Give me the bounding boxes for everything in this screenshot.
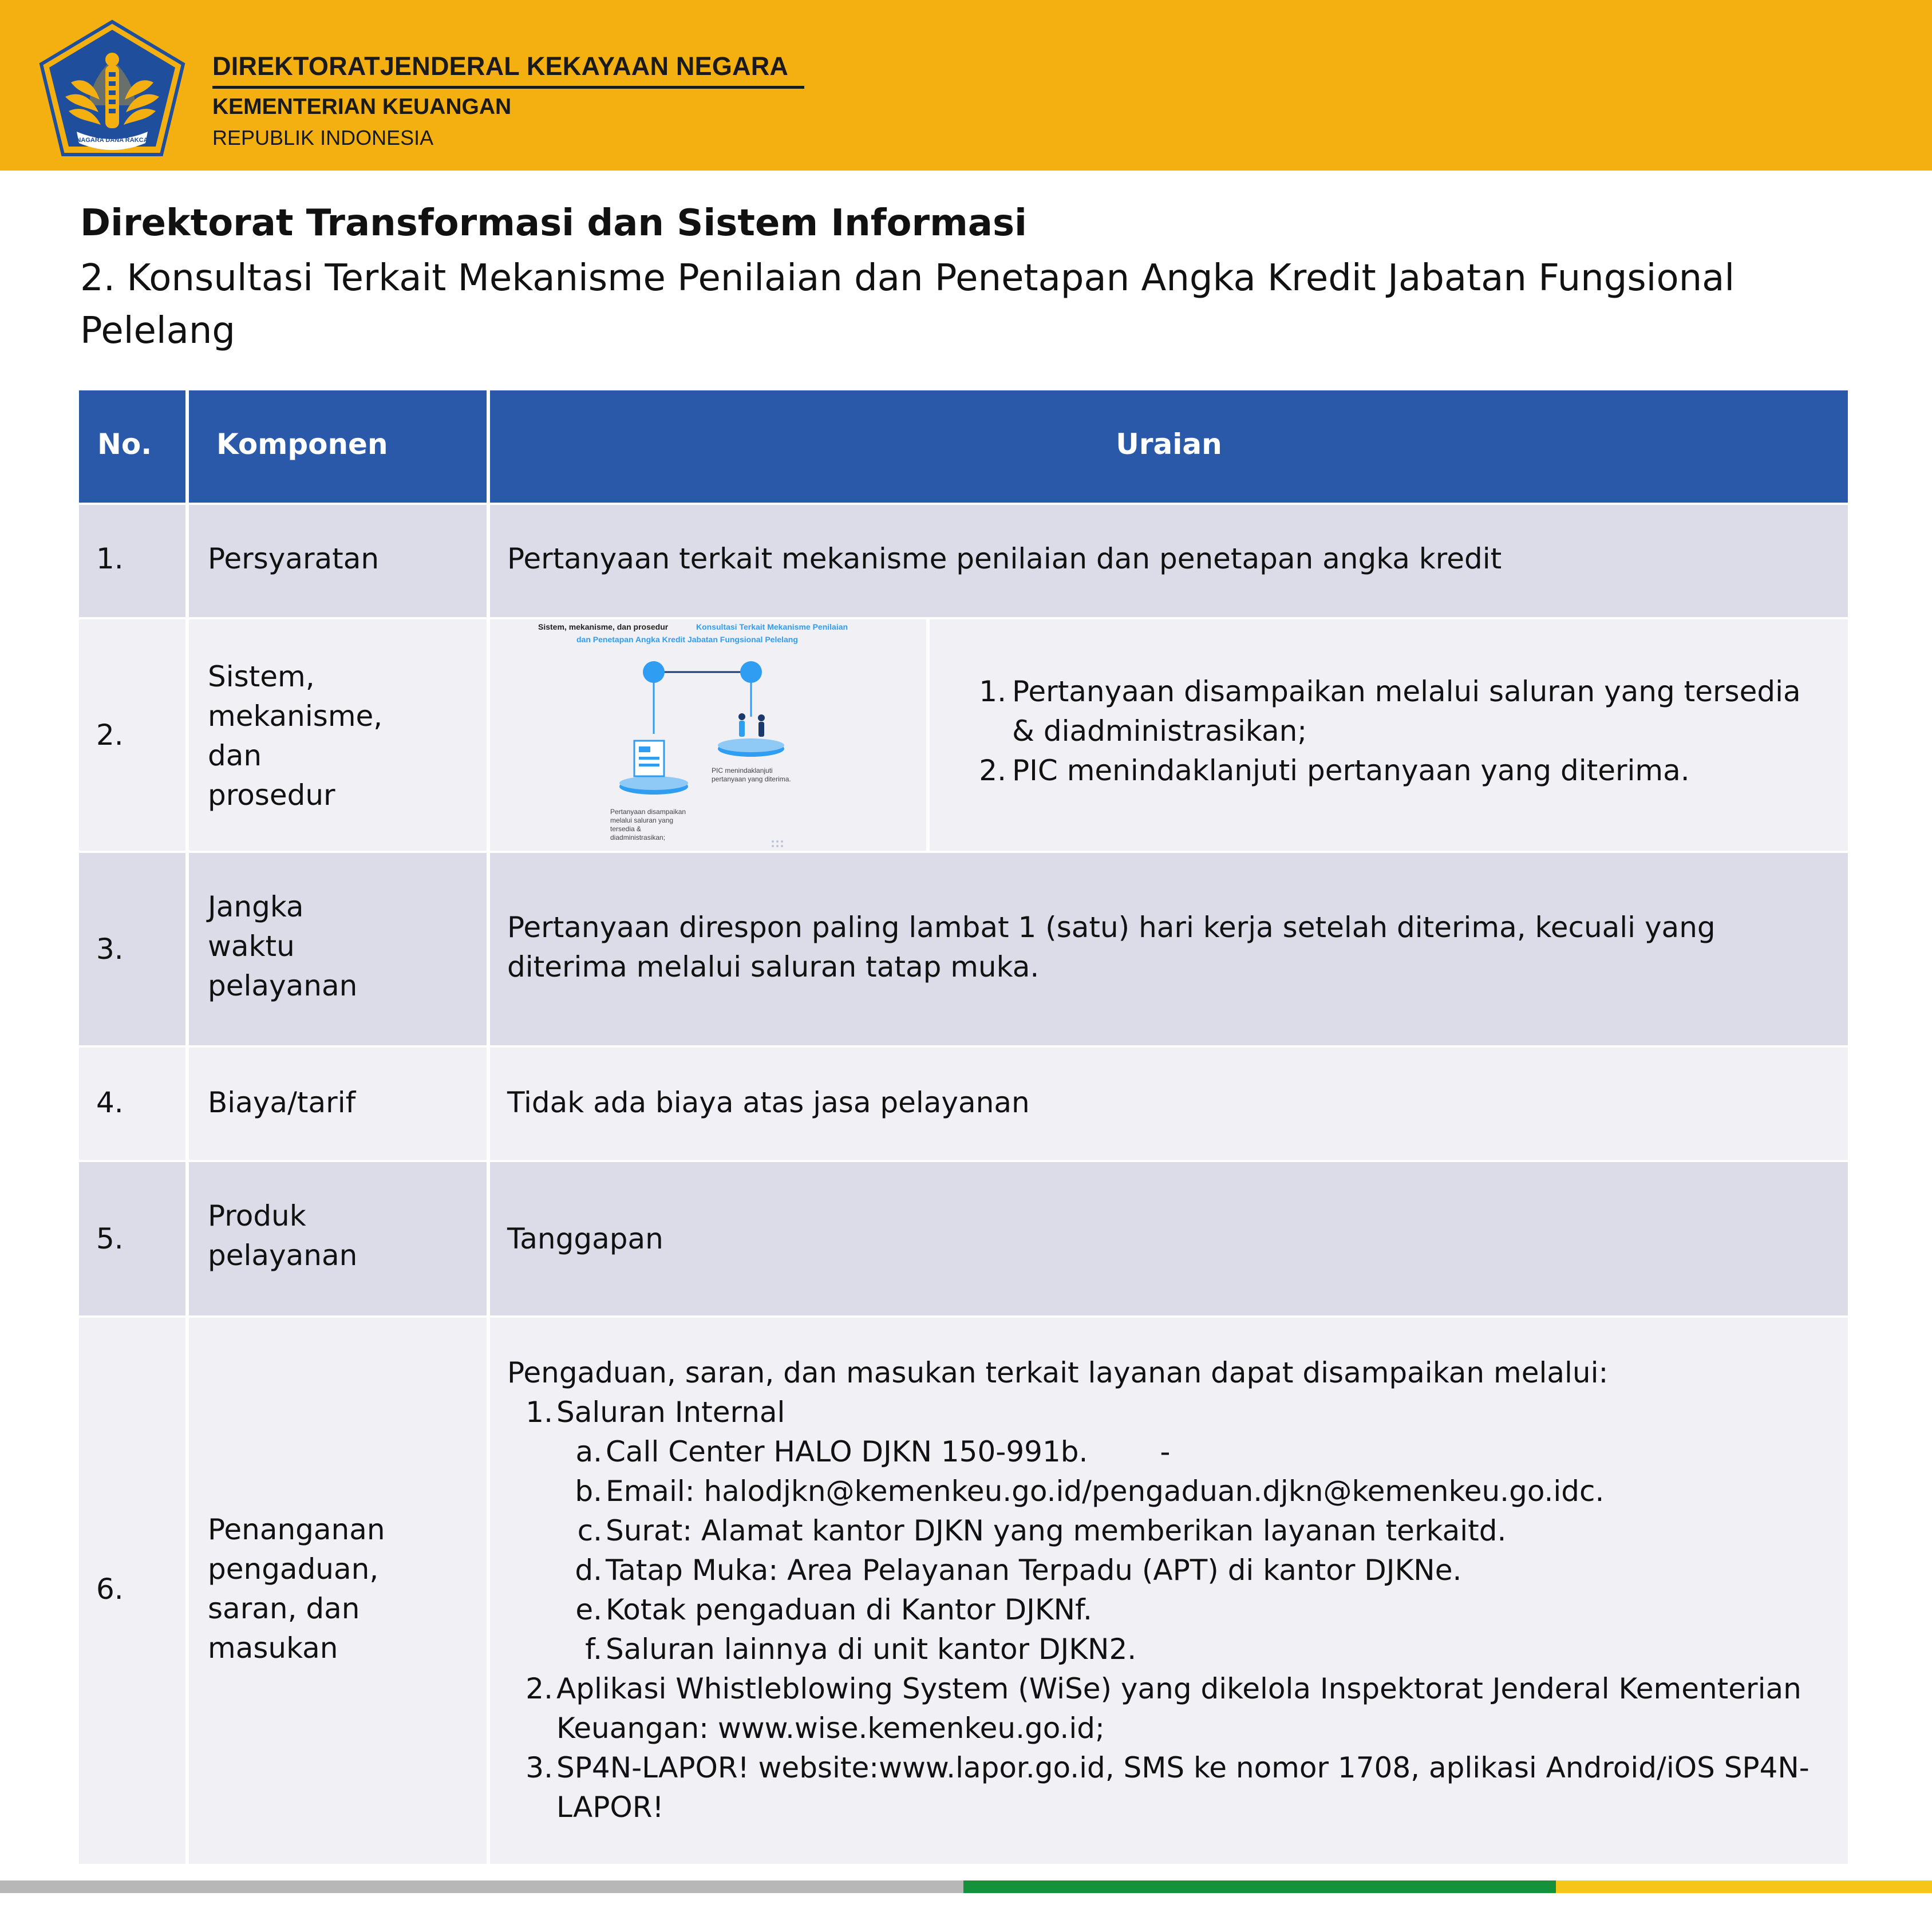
list-item-text: Email: halodjkn@kemenkeu.go.id/pengaduan.djkn@kemenkeu.go.idc. bbox=[606, 1475, 1605, 1508]
list-item bbox=[556, 1630, 1824, 1669]
list-item-text: Aplikasi Whistleblowing System (WiSe) yang dikelola Inspektorat Jenderal Kementerian Keuangan: www.wise.kemenkeu.go.id; bbox=[556, 1672, 1801, 1745]
header-komponen: Komponen bbox=[216, 428, 388, 461]
stray-dash: - bbox=[1160, 1435, 1171, 1468]
list-item-text: Kotak pengaduan di Kantor DJKNf. bbox=[606, 1593, 1092, 1626]
org-name-line2: KEMENTERIAN KEUANGAN bbox=[212, 94, 512, 119]
list-item bbox=[556, 1432, 1824, 1472]
inner-cell-divider bbox=[926, 619, 930, 851]
row-komponen: Persyaratan bbox=[208, 542, 380, 575]
row-uraian: Pertanyaan direspon paling lambat 1 (satu) hari kerja setelah diterima, kecuali yang diterima melalui saluran tatap muka. bbox=[507, 911, 1716, 983]
diagram-dot-grid bbox=[772, 840, 783, 847]
row-number: 1. bbox=[96, 542, 124, 575]
list-item bbox=[959, 672, 1818, 751]
table-row bbox=[79, 505, 1848, 617]
table-row bbox=[79, 1162, 1848, 1315]
list-item bbox=[556, 1472, 1824, 1511]
org-name-underline bbox=[212, 86, 804, 89]
komponen-line: Penanganan bbox=[208, 1513, 385, 1546]
komponen-line: Produk bbox=[208, 1199, 306, 1232]
row-uraian: Tanggapan bbox=[507, 1222, 663, 1255]
row-komponen bbox=[208, 657, 448, 815]
komponen-line: prosedur bbox=[208, 779, 335, 812]
list-item bbox=[556, 1511, 1824, 1551]
diagram-platform-2-top bbox=[718, 738, 784, 752]
list-marker: 1. bbox=[979, 675, 1006, 708]
list-item-text: Call Center HALO DJKN 150-991b. bbox=[606, 1435, 1088, 1468]
diagram-title-blue-1: Konsultasi Terkait Mekanisme Penilaian bbox=[696, 622, 848, 631]
list-item bbox=[507, 1393, 1824, 1669]
komponen-line: dan bbox=[208, 739, 262, 772]
list-marker: a. bbox=[575, 1435, 602, 1468]
channel-list bbox=[507, 1393, 1824, 1827]
row-komponen bbox=[208, 887, 448, 1006]
list-item bbox=[556, 1590, 1824, 1630]
org-name-line1: DIREKTORATJENDERAL KEKAYAAN NEGARA bbox=[212, 52, 789, 81]
header-cell-uraian bbox=[490, 390, 1848, 503]
list-marker: d. bbox=[575, 1554, 602, 1587]
komponen-line: pelayanan bbox=[208, 969, 358, 1002]
list-marker: 1. bbox=[526, 1396, 553, 1429]
row-number: 4. bbox=[96, 1086, 124, 1119]
complaint-intro: Pengaduan, saran, dan masukan terkait layanan dapat disampaikan melalui: bbox=[507, 1356, 1609, 1389]
service-subtitle: 2. Konsultasi Terkait Mekanisme Penilaian dan Penetapan Angka Kredit Jabatan Fungsional Pelelang bbox=[80, 257, 1735, 352]
komponen-line: mekanisme, bbox=[208, 700, 383, 733]
list-item bbox=[959, 751, 1818, 791]
procedure-diagram bbox=[490, 619, 925, 851]
row-uraian: Tidak ada biaya atas jasa pelayanan bbox=[507, 1086, 1030, 1119]
list-item-text: Pertanyaan disampaikan melalui saluran yang tersedia & diadministrasikan; bbox=[1012, 675, 1801, 748]
komponen-line: waktu bbox=[208, 930, 295, 963]
table-row bbox=[79, 1318, 1848, 1864]
list-item-text: SP4N-LAPOR! website:www.lapor.go.id, SMS ke nomor 1708, aplikasi Android/iOS SP4N-LAPOR! bbox=[556, 1751, 1809, 1824]
diagram-title-blue-2: dan Penetapan Angka Kredit Jabatan Fungsional Pelelang bbox=[576, 635, 798, 644]
org-name-line3: REPUBLIK INDONESIA bbox=[212, 126, 434, 149]
directorate-title: Direktorat Transformasi dan Sistem Informasi bbox=[80, 202, 1027, 244]
row-komponen bbox=[208, 1510, 471, 1668]
logo-ribbon-text: NAGARA DANA RAKCA bbox=[76, 137, 148, 144]
row-komponen: Biaya/tarif bbox=[208, 1086, 356, 1119]
list-marker: 3. bbox=[526, 1751, 553, 1784]
row-number: 2. bbox=[96, 718, 124, 752]
table-row bbox=[79, 619, 1848, 851]
komponen-line: pengaduan, bbox=[208, 1552, 379, 1586]
header-no: No. bbox=[97, 428, 152, 461]
header-cell-komponen bbox=[189, 390, 487, 503]
list-item-text: PIC menindaklanjuti pertanyaan yang diterima. bbox=[1012, 754, 1690, 787]
procedure-diagram-svg bbox=[490, 619, 925, 851]
list-marker: e. bbox=[575, 1593, 602, 1626]
table-row bbox=[79, 853, 1848, 1045]
diagram-title-bold: Sistem, mekanisme, dan prosedur bbox=[538, 622, 669, 631]
diagram-step1-line: melalui saluran yang bbox=[610, 816, 674, 824]
list-item-text: Saluran lainnya di unit kantor DJKN2. bbox=[606, 1633, 1137, 1666]
diagram-step2-line: PIC menindaklanjuti bbox=[712, 767, 773, 775]
diagram-node-2 bbox=[740, 661, 762, 683]
list-marker: 2. bbox=[979, 754, 1006, 787]
diagram-node-1 bbox=[643, 661, 665, 683]
people-illustration-icon bbox=[738, 713, 765, 737]
list-marker: 2. bbox=[526, 1672, 553, 1705]
list-marker: f. bbox=[585, 1633, 602, 1666]
row-number: 3. bbox=[96, 933, 124, 966]
diagram-step2-line: pertanyaan yang diterima. bbox=[712, 775, 791, 783]
row-uraian: Pertanyaan terkait mekanisme penilaian dan penetapan angka kredit bbox=[507, 542, 1502, 575]
list-item bbox=[556, 1551, 1824, 1590]
kemenkeu-logo bbox=[37, 19, 188, 159]
list-item-text: Saluran Internal bbox=[556, 1396, 785, 1429]
footer-stripe-gray bbox=[0, 1880, 963, 1893]
top-header-bar bbox=[0, 0, 1932, 171]
table-row bbox=[79, 1048, 1848, 1160]
row-number: 5. bbox=[96, 1222, 124, 1255]
list-marker: c. bbox=[577, 1514, 602, 1547]
header-cell-no bbox=[79, 390, 185, 503]
table-header bbox=[79, 390, 1848, 503]
diagram-step1-line: diadministrasikan; bbox=[610, 833, 666, 841]
procedure-list bbox=[959, 672, 1818, 791]
list-item bbox=[507, 1748, 1824, 1827]
komponen-line: masukan bbox=[208, 1631, 338, 1665]
komponen-line: pelayanan bbox=[208, 1239, 358, 1272]
row-komponen bbox=[208, 1196, 448, 1275]
internal-channel-list bbox=[556, 1432, 1824, 1669]
komponen-line: Sistem, bbox=[208, 660, 315, 693]
row-number: 6. bbox=[96, 1573, 124, 1606]
diagram-step1-line: Pertanyaan disampaikan bbox=[610, 808, 686, 816]
complaint-channels bbox=[507, 1353, 1824, 1827]
list-item-text: Surat: Alamat kantor DJKN yang memberikan layanan terkaitd. bbox=[606, 1514, 1507, 1547]
document-illustration-icon bbox=[634, 741, 664, 776]
komponen-line: Jangka bbox=[208, 890, 304, 923]
footer-stripe-green bbox=[963, 1880, 1556, 1893]
list-marker: b. bbox=[575, 1475, 602, 1508]
list-item bbox=[507, 1669, 1824, 1748]
diagram-platform-1-top bbox=[619, 776, 688, 790]
diagram-step1-line: tersedia & bbox=[610, 825, 642, 833]
komponen-line: saran, dan bbox=[208, 1592, 360, 1625]
footer-stripe-yellow bbox=[1556, 1880, 1932, 1893]
header-uraian: Uraian bbox=[1116, 428, 1222, 461]
list-item-text: Tatap Muka: Area Pelayanan Terpadu (APT) di kantor DJKNe. bbox=[606, 1554, 1462, 1587]
